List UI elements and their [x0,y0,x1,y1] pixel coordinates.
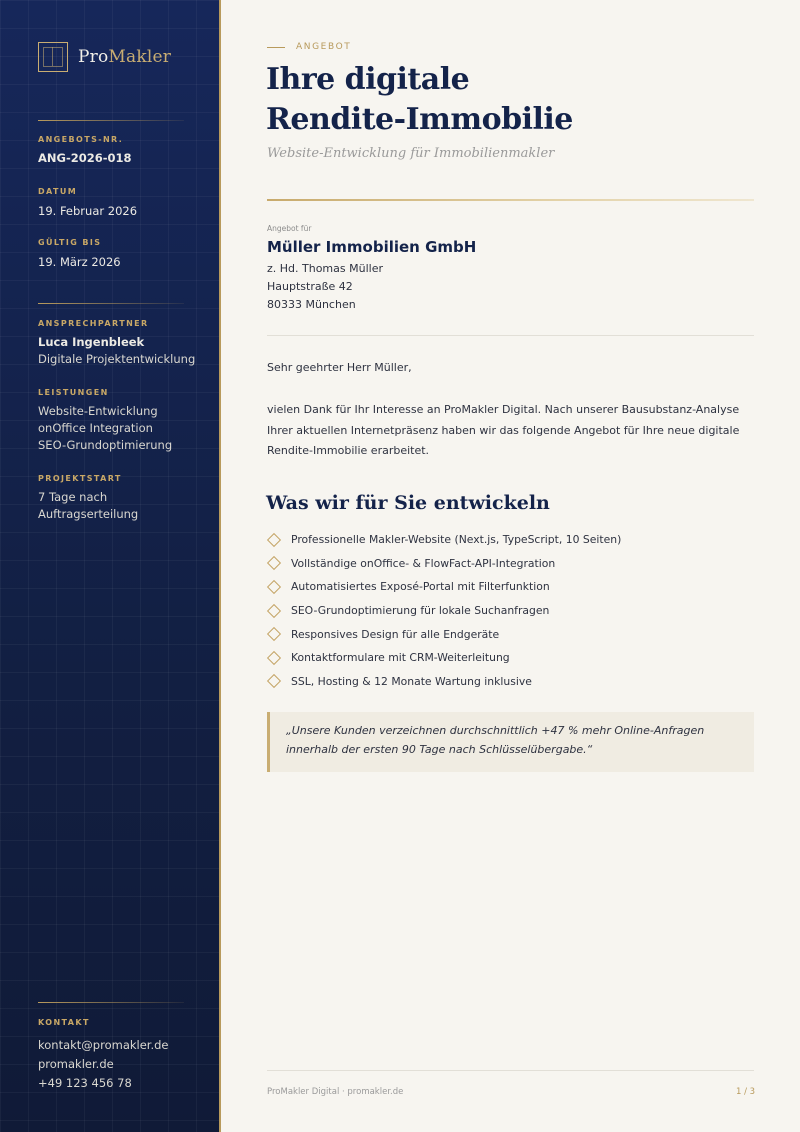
title-line: Rendite-Immobilie [266,102,573,137]
offer-number-label: ANGEBOTS-NR. [38,135,124,144]
page-number: 1 / 3 [736,1087,756,1097]
address-divider [267,335,754,336]
logo-icon [38,42,68,72]
recipient-line: Hauptstraße 42 [267,280,353,293]
brand-logo [38,42,171,72]
feature-item [267,622,621,646]
brand-name [78,47,171,67]
section-title: Was wir für Sie entwickeln [266,492,550,514]
recipient-line: 80333 München [267,298,356,311]
project-start-line: 7 Tage nach [38,490,108,504]
date-label: DATUM [38,187,78,196]
recipient-line: z. Hd. Thomas Müller [267,262,383,275]
footer-text: ProMakler Digital · promakler.de [267,1087,404,1097]
eyebrow-line [267,47,285,48]
subtitle: Website-Entwicklung für Immobilienmakler [267,146,555,161]
date-value: 19. Februar 2026 [38,204,138,218]
feature-item [267,552,621,576]
title-line: Ihre digitale [266,62,470,97]
feature-text: Kontaktformulare mit CRM-Weiterleitung [291,651,510,665]
sidebar [0,0,221,1132]
feature-text: Vollständige onOffice- & FlowFact-API-Integration [291,556,556,570]
footer-divider [267,1070,754,1071]
page-title [266,60,573,140]
sidebar-divider [38,1002,184,1003]
valid-until-value: 19. März 2026 [38,255,121,269]
recipient-company: Müller Immobilien GmbH [267,238,477,256]
feature-list [267,528,621,693]
valid-until-label: GÜLTIG BIS [38,238,102,247]
service-item: SEO-Grundoptimierung [38,438,173,452]
contact-person-role: Digitale Projektentwicklung [38,352,196,366]
feature-text: SEO-Grundoptimierung für lokale Suchanfragen [291,604,550,618]
feature-item [267,575,621,599]
feature-text: Automatisiertes Exposé-Portal mit Filterfunktion [291,580,550,594]
sidebar-divider [38,120,184,121]
title-divider [267,199,754,201]
feature-item [267,528,621,552]
eyebrow [267,42,351,52]
services-label: LEISTUNGEN [38,388,109,397]
intro-paragraph: vielen Dank für Ihr Interesse an ProMakler Digital. Nach unserer Bausubstanz-Analyse Ihrer aktuellen Internetpräsenz haben wir das folgende Angebot für Ihre neue digitale Rendite-Immobilie erarbeitet. [267,403,740,457]
diamond-icon [267,556,281,570]
offer-document [221,0,800,1132]
feature-text: SSL, Hosting & 12 Monate Wartung inklusive [291,674,532,688]
eyebrow-label: ANGEBOT [296,42,352,52]
diamond-icon [267,580,281,594]
project-start-label: PROJEKTSTART [38,474,122,483]
contact-person-name: Luca Ingenbleek [38,335,145,349]
service-item: onOffice Integration [38,421,153,435]
contact-email[interactable]: kontakt@promakler.de [38,1038,169,1052]
diamond-icon [267,651,281,665]
feature-text: Professionelle Makler-Website (Next.js, TypeScript, 10 Seiten) [291,533,622,547]
feature-item [267,599,621,623]
contact-website[interactable]: promakler.de [38,1057,114,1071]
diamond-icon [267,533,281,547]
sidebar-divider [38,303,184,304]
feature-item [267,646,621,670]
contact-person-label: ANSPRECHPARTNER [38,319,149,328]
project-start-line: Auftragserteilung [38,507,139,521]
service-item: Website-Entwicklung [38,404,158,418]
testimonial-quote: „Unsere Kunden verzeichnen durchschnittlich +47 % mehr Online-Anfragen innerhalb der ersten 90 Tage nach Schlüsselübergabe.“ [267,712,754,772]
feature-item [267,670,621,694]
feature-text: Responsives Design für alle Endgeräte [291,627,500,641]
brand-makler: Makler [108,47,172,67]
contact-label: KONTAKT [38,1018,90,1027]
greeting: Sehr geehrter Herr Müller, [267,361,412,374]
offer-number: ANG-2026-018 [38,151,132,165]
contact-phone[interactable]: +49 123 456 78 [38,1076,132,1090]
diamond-icon [267,604,281,618]
recipient-label: Angebot für [267,224,312,233]
brand-pro: Pro [78,47,109,67]
diamond-icon [267,674,281,688]
diamond-icon [267,627,281,641]
